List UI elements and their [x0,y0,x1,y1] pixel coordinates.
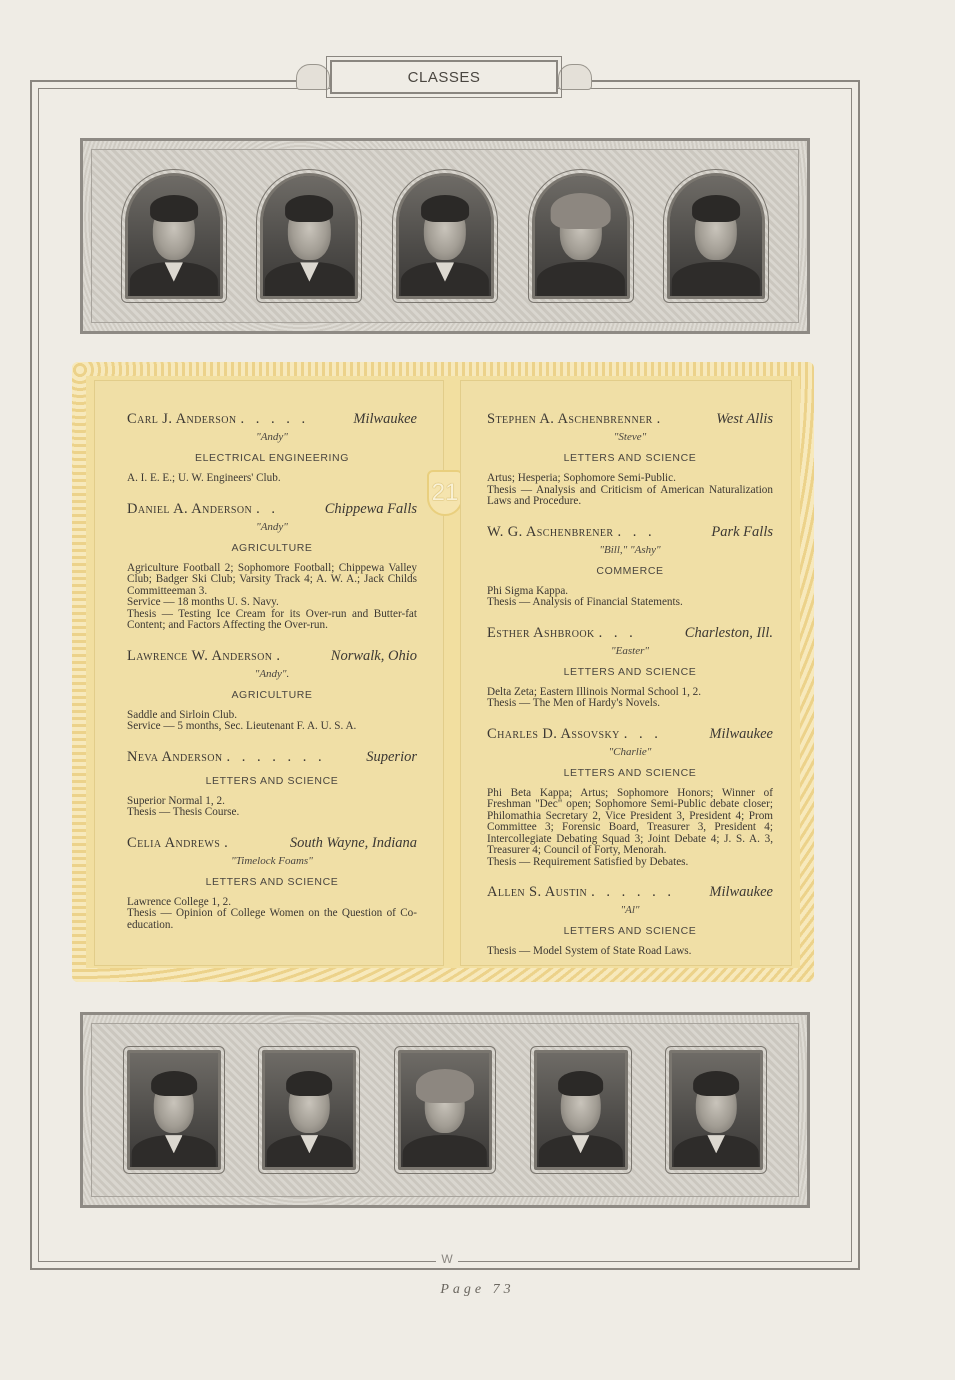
student-name: Carl J. Anderson [127,411,237,427]
nickname: "Andy" [256,431,288,443]
student-entry [127,749,417,819]
nickname: "Al" [620,904,640,916]
portrait-photo [262,1050,356,1170]
college-name: ELECTRICAL ENGINEERING [194,452,349,464]
hometown: South Wayne, Indiana [289,834,417,851]
page-number: Page 73 [440,1282,515,1297]
name-line [487,884,773,901]
activity-line: Saddle and Sirloin Club. [127,708,238,721]
student-name: Daniel A. Anderson [127,500,253,517]
college-name: LETTERS AND SCIENCE [563,766,697,779]
activities-text [487,586,773,609]
activity-line: Thesis — Opinion of College Women on the Question of Co-education. [127,907,417,931]
activity-line: Delta Zeta; Eastern Illinois Normal School 1, 2. [487,685,702,698]
portrait-photo [125,173,223,299]
top-portrait-band [80,138,810,334]
activities-text [127,563,417,632]
leader-dots: . . . [617,523,656,540]
leader-dots: . [224,834,232,851]
nickname: "Bill," "Ashy" [599,543,661,556]
student-entry [487,411,773,508]
activity-line: Thesis — Testing Ice Cream for its Over-run and Butter-fat Content; and Factors Affecting the Over-run. [127,607,417,631]
hometown: Milwaukee [709,884,773,900]
nickname: "Steve" [613,431,647,443]
hometown: Norwalk, Ohio [330,647,417,664]
activity-line: Phi Beta Kappa; Artus; Sophomore Honors; Winner of Freshman "Dec" open; Sophomore Semi-Public debate closer; Philomathia Secretary 2, Vice President 3, President 4; Prom Committee 3; Forensic Board, Treasurer 3, President 4; Intercollegiate Debating Squad 3; Joint Debate 4; J. S. A. 3, Treasurer 4; Council of Forty, Menorah. [487,786,773,856]
college-name: AGRICULTURE [231,688,313,701]
right-biography-column [460,380,792,966]
student-name: Lawrence W. Anderson [127,647,273,664]
leader-dots: . . . . . [240,411,310,427]
leader-dots: . . . . . . [591,884,675,900]
student-name: Esther Ashbrook [487,624,595,641]
page-title: CLASSES [330,60,558,94]
nickname: "Easter" [611,644,649,657]
student-entry [487,524,773,609]
student-name: Stephen A. Aschenbrenner [487,411,653,427]
activity-line: Thesis — Thesis Course. [127,806,240,818]
activities-text [487,946,773,958]
activities-text [487,687,773,710]
name-line [127,411,417,428]
portrait-photo [396,173,494,299]
activity-line: Thesis — Requirement Satisfied by Debates. [487,855,689,868]
activities-text [127,473,417,485]
activities-text [127,897,417,932]
header-scroll-right-ornament [558,64,592,90]
activity-line: Thesis — Model System of State Road Laws. [487,945,692,957]
college-name: LETTERS AND SCIENCE [205,774,339,787]
left-biography-column [94,380,444,966]
hometown: Charleston, Ill. [684,624,773,641]
activity-line: Artus; Hesperia; Sophomore Semi-Public. [487,472,676,484]
portrait-photo [534,1050,628,1170]
portrait-photo [669,1050,763,1170]
nickname: "Andy". [254,667,290,680]
activity-line: Service — 18 months U. S. Navy. [127,596,279,608]
student-name: Neva Anderson [127,748,223,765]
activity-line: Lawrence College 1, 2. [127,895,232,908]
college-name: LETTERS AND SCIENCE [563,665,697,678]
college-name: AGRICULTURE [231,541,313,554]
student-entry [127,501,417,632]
leader-dots: . . . [598,624,637,641]
biography-panel [72,362,814,982]
leader-dots: . . . . . . . [226,748,326,765]
portrait-photo [127,1050,221,1170]
portrait-photo [532,173,630,299]
name-line [127,648,417,665]
student-entry [487,726,773,869]
name-line [487,625,773,642]
portrait-photo [667,173,765,299]
student-entry [127,835,417,932]
nickname: "Charlie" [608,745,652,758]
portrait-photo [398,1050,492,1170]
student-entry [487,625,773,710]
college-name: LETTERS AND SCIENCE [563,925,697,937]
name-line [127,749,417,766]
activities-text [127,710,417,733]
college-name: COMMERCE [596,564,664,577]
nickname: "Timelock Foams" [231,854,313,867]
name-line [487,524,773,541]
activity-line: Service — 5 months, Sec. Lieutenant F. A. U. S. A. [127,720,357,732]
activities-text [487,473,773,508]
leader-dots: . [656,411,665,427]
hometown: Chippewa Falls [324,500,417,517]
activities-text [487,788,773,869]
student-name: Allen S. Austin [487,884,588,900]
college-name: LETTERS AND SCIENCE [205,875,339,888]
leader-dots: . [276,647,284,664]
student-entry [487,884,773,958]
activity-line: A. I. E. E.; U. W. Engineers' Club. [127,472,281,484]
portrait-photo [260,173,358,299]
hometown: West Allis [716,411,773,427]
student-name: Charles D. Assovsky [487,725,620,742]
college-name: LETTERS AND SCIENCE [563,452,697,464]
activity-line: Agriculture Football 2; Sophomore Football; Chippewa Valley Club; Badger Ski Club; Varsity Track 4; A. W. A.; Jack Childs Committeeman 3. [127,561,417,597]
hometown: Milwaukee [353,411,417,427]
hometown: Milwaukee [709,725,773,742]
name-line [127,835,417,852]
leader-dots: . . . [623,725,662,742]
w-emblem: W [436,1252,458,1268]
bottom-portrait-band [80,1012,810,1208]
activity-line: Superior Normal 1, 2. [127,794,225,807]
name-line [127,501,417,518]
leader-dots: . . [256,500,279,517]
header-scroll-left-ornament [296,64,330,90]
nickname: "Andy" [256,520,288,533]
student-name: Celia Andrews [127,834,221,851]
student-entry [127,648,417,733]
student-name: W. G. Aschenbrener [487,523,614,540]
activity-line: Thesis — Analysis and Criticism of American Naturalization Laws and Procedure. [487,483,773,507]
activity-line: Thesis — Analysis of Financial Statements. [487,596,683,608]
activities-text [127,796,417,819]
class-year-badge: 21 [427,470,463,516]
hometown: Superior [366,748,417,765]
name-line [487,411,773,428]
hometown: Park Falls [711,523,773,540]
student-entry [127,411,417,485]
activity-line: Phi Sigma Kappa. [487,584,569,597]
activity-line: Thesis — The Men of Hardy's Novels. [487,697,661,709]
name-line [487,726,773,743]
